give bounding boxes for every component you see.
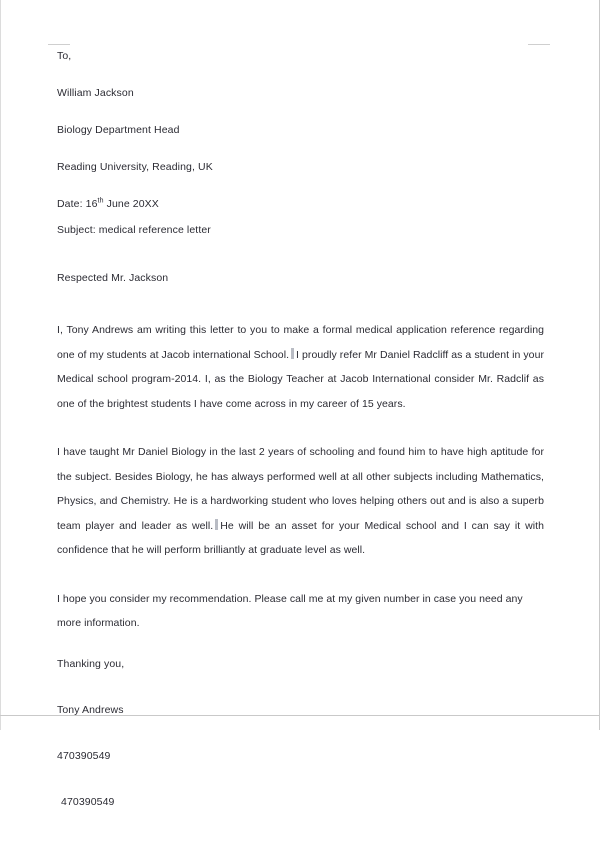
to-label: To, bbox=[57, 50, 72, 62]
closing-thanks: Thanking you, bbox=[57, 657, 125, 670]
date-line bbox=[57, 198, 544, 211]
body-paragraph-1 bbox=[57, 318, 544, 416]
recipient-title: Biology Department Head bbox=[57, 124, 180, 136]
margin-mark-top-left bbox=[48, 44, 70, 45]
text-caret-artifact bbox=[291, 348, 294, 359]
date-day: 16 bbox=[85, 198, 98, 210]
date-ordinal-suffix: th bbox=[97, 197, 104, 205]
sender-phone-primary: 470390549 bbox=[57, 749, 111, 762]
paragraph-2-segment-a: I have taught Mr Daniel Biology in the last 2 years of schooling and found him to have high aptitude for the subject. Besides Biology, he has always performed well at all other subjects including Mathematics, Physics, and Chemistry. He is a hardworking student who loves helping others out and is also a superb team player and leader as well. bbox=[57, 446, 544, 532]
recipient-name: William Jackson bbox=[57, 87, 134, 99]
letter-content bbox=[57, 50, 544, 842]
body-paragraph-2 bbox=[57, 440, 544, 563]
subject-line: Subject: medical reference letter bbox=[57, 224, 211, 236]
recipient-institution: Reading University, Reading, UK bbox=[57, 161, 213, 173]
recipient-block bbox=[57, 50, 544, 174]
paragraph-1-segment-b: I proudly refer Mr Daniel Radcliff as a student in your Medical school program-2014. I, as the Biology Teacher at Jacob International consider Mr. Radclif as one of the brightest students I have come across in my career of 15 years. bbox=[57, 348, 545, 410]
sender-name: Tony Andrews bbox=[57, 703, 124, 716]
paragraph-1-segment-a: I, Tony Andrews am writing this letter to you to make a formal medical application reference regarding one of my students at Jacob international School. bbox=[57, 324, 544, 361]
date-rest: June 20XX bbox=[103, 198, 159, 210]
closing-block bbox=[57, 658, 544, 809]
text-caret-artifact bbox=[215, 519, 218, 530]
sender-phone-secondary: 470390549 bbox=[61, 795, 115, 808]
salutation: Respected Mr. Jackson bbox=[57, 272, 169, 284]
paragraph-2-segment-b: He will be an asset for your Medical school and I can say it with confidence that he will perform brilliantly at graduate level as well. bbox=[57, 519, 544, 556]
margin-mark-top-right bbox=[528, 44, 550, 45]
page-edge-left bbox=[0, 0, 1, 730]
body-paragraph-3: I hope you consider my recommendation. Please call me at my given number in case you need any more information. bbox=[57, 592, 523, 629]
date-label: Date: bbox=[57, 198, 83, 210]
